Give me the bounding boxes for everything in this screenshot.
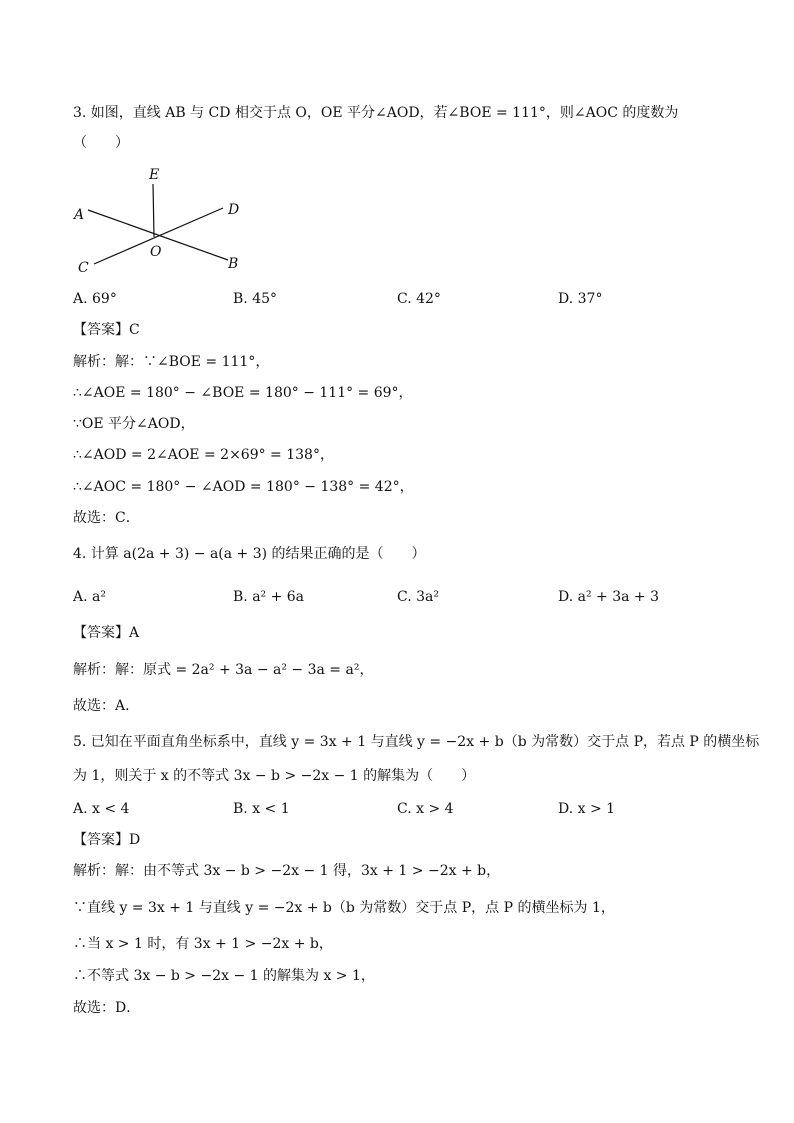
q5-solution-line: 故选：D． (73, 1000, 141, 1016)
q3-solution-line: 故选：C． (73, 510, 140, 526)
q3-option-c: C. 42° (397, 291, 441, 307)
q4-option-d: D. a² + 3a + 3 (558, 589, 660, 605)
q3-figure (70, 160, 260, 285)
q3-solution-line: ∴∠AOD = 2∠AOE = 2×69° = 138°， (73, 447, 334, 463)
label-d: D (228, 202, 240, 218)
q3-solution-line: ∵OE 平分∠AOD， (73, 416, 195, 432)
q4-answer: 【答案】A (73, 625, 140, 641)
q5-option-d: D. x > 1 (558, 801, 616, 817)
q3-solution-line: ∴∠AOE = 180° − ∠BOE = 180° − 111° = 69°， (73, 385, 413, 401)
q4-option-c: C. 3a² (397, 589, 439, 605)
q5-solution-line: 解析：解：由不等式 3x − b > −2x − 1 得，3x + 1 > −2x + b， (73, 863, 501, 879)
q4-option-b: B. a² + 6a (233, 589, 305, 605)
q3-stem-line2: （ ） (73, 135, 129, 151)
q4-solution-line: 解析：解：原式 = 2a² + 3a − a² − 3a = a²， (73, 662, 374, 678)
q5-solution-line: ∴不等式 3x − b > −2x − 1 的解集为 x > 1， (73, 968, 375, 984)
q5-option-a: A. x < 4 (73, 801, 130, 817)
q3-option-d: D. 37° (558, 291, 603, 307)
q5-option-b: B. x < 1 (233, 801, 290, 817)
q5-option-c: C. x > 4 (397, 801, 454, 817)
q5-stem-line2: 为 1，则关于 x 的不等式 3x − b > −2x − 1 的解集为（ ） (73, 768, 476, 784)
q5-stem-line1: 5. 已知在平面直角坐标系中，直线 y = 3x + 1 与直线 y = −2x + b（b 为常数）交于点 P，若点 P 的横坐标 (73, 734, 760, 750)
label-a: A (74, 207, 85, 223)
q4-solution-line: 故选：A． (73, 698, 140, 714)
q5-solution-line: ∵直线 y = 3x + 1 与直线 y = −2x + b（b 为常数）交于点 P，点 P 的横坐标为 1， (73, 900, 615, 916)
label-o: O (150, 244, 162, 260)
label-b: B (228, 256, 239, 272)
q5-answer: 【答案】D (73, 832, 141, 848)
q5-solution-line: ∴当 x > 1 时，有 3x + 1 > −2x + b， (73, 936, 333, 952)
label-c: C (78, 260, 89, 276)
q4-option-a: A. a² (73, 589, 106, 605)
q3-solution-line: 解析：解：∵∠BOE = 111°， (73, 354, 270, 370)
q3-stem-line1: 3. 如图，直线 AB 与 CD 相交于点 O，OE 平分∠AOD，若∠BOE = 111°，则∠AOC 的度数为 (73, 105, 679, 121)
q3-solution-line: ∴∠AOC = 180° − ∠AOD = 180° − 138° = 42°， (73, 479, 414, 495)
q3-answer: 【答案】C (73, 322, 140, 338)
label-e: E (149, 167, 160, 183)
ray-oe (153, 184, 154, 237)
q4-stem: 4. 计算 a(2a + 3) − a(a + 3) 的结果正确的是（ ） (73, 546, 426, 562)
q3-option-b: B. 45° (233, 291, 278, 307)
q3-option-a: A. 69° (73, 291, 117, 307)
